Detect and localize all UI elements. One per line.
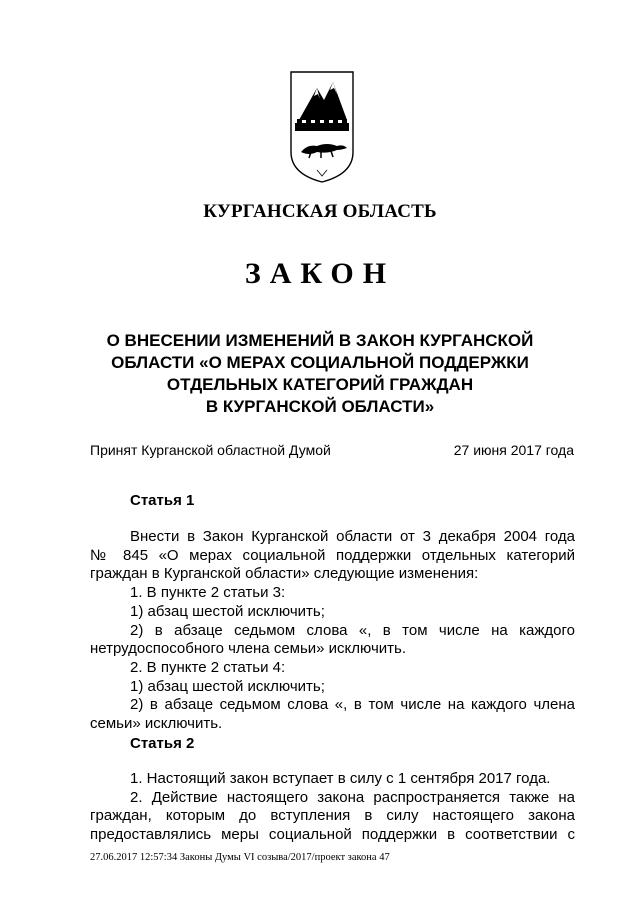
text-line: 2) в абзаце седьмом слова «, в том числе на каждого члена [130,696,575,714]
law-title-line: ОБЛАСТИ «О МЕРАХ СОЦИАЛЬНОЙ ПОДДЕРЖКИ [111,353,529,372]
adopted-by: Принят Курганской областной Думой [90,442,331,458]
law-title-line: ОТДЕЛЬНЫХ КАТЕГОРИЙ ГРАЖДАН [166,375,474,394]
region-name: КУРГАНСКАЯ ОБЛАСТЬ [203,201,437,222]
text-line: 1. Настоящий закон вступает в силу с 1 сентября 2017 года. [130,770,551,787]
adoption-date: 27 июня 2017 года [453,442,574,458]
text-line: № 845 «О мерах социальной поддержки отдельных категорий [90,546,575,564]
article-1-heading: Статья 1 [130,492,195,509]
text-line: 2. В пункте 2 статьи 4: [130,658,286,676]
text-line: 2) в абзаце седьмом слова «, в том числе на каждого [130,621,575,639]
text-line: семьи» исключить. [90,715,223,733]
text-line: 2. Действие настоящего закона распространяется также на [130,788,575,806]
text-line: предоставлялись меры социальной поддержки в соответствии с [90,826,575,844]
document-type: ЗАКОН [244,257,396,290]
text-line: Внести в Закон Курганской области от 3 декабря 2004 года [130,528,575,545]
article-1-body [90,528,575,734]
coat-of-arms-icon [287,66,357,186]
text-line: 1) абзац шестой исключить; [130,677,325,695]
text-line: граждан в Курганской области» следующие изменения: [90,565,479,583]
text-line: нетрудоспособного члена семьи» исключить. [90,640,407,658]
text-line: 1. В пункте 2 статьи 3: [130,584,286,602]
text-line: граждан, которым до вступления в силу настоящего закона [90,807,575,825]
law-title-line: О ВНЕСЕНИИ ИЗМЕНЕНИЙ В ЗАКОН КУРГАНСКОЙ [106,331,534,350]
law-title-line: В КУРГАНСКОЙ ОБЛАСТИ» [205,397,435,416]
article-2-heading: Статья 2 [130,735,195,752]
footer-file-path: 27.06.2017 12:57:34 Законы Думы VI созыва/2017/проект закона 47 [90,852,390,863]
article-2-body [90,770,575,845]
law-title [70,330,570,418]
text-line: 1) абзац шестой исключить; [130,602,325,620]
